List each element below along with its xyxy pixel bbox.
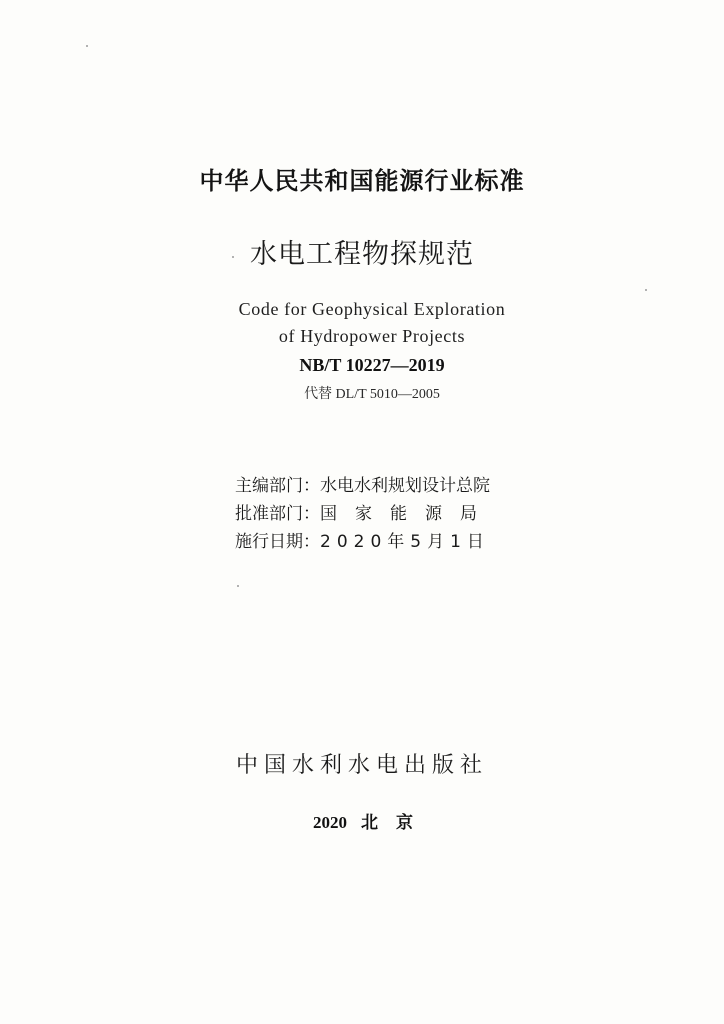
- scan-speck: [232, 256, 234, 258]
- effective-date-label: 施行日期：: [235, 532, 320, 552]
- editor-department-value: 水电水利规划设计总院: [320, 476, 490, 496]
- effective-date-value: 2020年5月1日: [320, 532, 490, 552]
- publication-city: 北京: [361, 813, 431, 832]
- standard-number: NB/T 10227—2019: [299, 355, 445, 375]
- approving-department-value: 国家能源局: [320, 504, 495, 524]
- document-title-english-line2: of Hydropower Projects: [278, 326, 466, 346]
- publication-year-city: [0, 808, 724, 833]
- scan-speck: [86, 45, 88, 47]
- industry-standard-header: 中华人民共和国能源行业标准: [199, 167, 525, 195]
- editor-department-label: 主编部门：: [235, 476, 320, 496]
- replaced-standard: 代替 DL/T 5010—2005: [304, 387, 440, 402]
- approving-department-row: [235, 499, 495, 524]
- scan-speck: [237, 585, 239, 587]
- document-title-english-line1: Code for Geophysical Exploration: [238, 299, 506, 319]
- approving-department-label: 批准部门：: [235, 504, 320, 524]
- publisher-name: 中国水利水电出版社: [235, 753, 488, 778]
- editor-department-row: [235, 471, 490, 496]
- effective-date-row: [235, 527, 490, 552]
- publication-year: 2020: [313, 813, 347, 832]
- scan-speck: [645, 289, 647, 291]
- document-title-chinese: 水电工程物探规范: [250, 239, 474, 270]
